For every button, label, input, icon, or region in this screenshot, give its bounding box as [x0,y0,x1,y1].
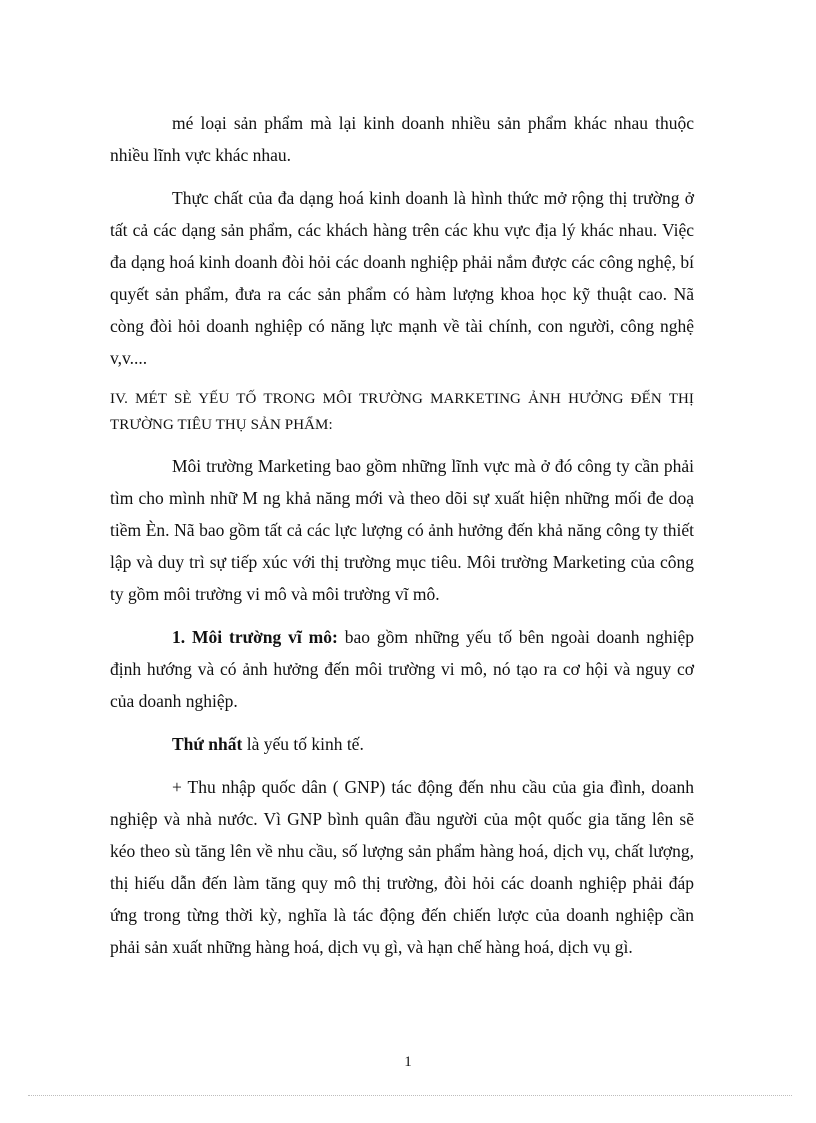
first-factor-text: là yếu tố kinh tế. [242,734,364,754]
document-body [110,107,694,963]
paragraph-gnp: + Thu nhập quốc dân ( GNP) tác động đến nhu cầu của gia đình, doanh nghiệp và nhà nước. Vì GNP bình quân đầu người của một quốc gia tăng lên sẽ kéo theo sù tăng lên về nhu cầu, số lượng sản phẩm hàng hoá, dịch vụ, chất lượng, thị hiếu dẫn đến làm tăng quy mô thị trường, đòi hỏi các doanh nghiệp phải đáp ứng trong từng thời kỳ, nghĩa là tác động đến chiến lược của doanh nghiệp cần phải sản xuất những hàng hoá, dịch vụ gì, và hạn chế hàng hoá, dịch vụ gì. [110,777,694,957]
paragraph-macro-environment [110,621,694,717]
paragraph-diversification: Thực chất của đa dạng hoá kinh doanh là hình thức mở rộng thị trường ở tất cả các dạng sản phẩm, các khách hàng trên các khu vực địa lý khác nhau. Việc đa dạng hoá kinh doanh đòi hỏi các doanh nghiệp phải nắm được các công nghệ, bí quyết sản phẩm, đưa ra các sản phẩm có hàm lượng khoa học kỹ thuật cao. Nã còng đòi hỏi doanh nghiệp có năng lực mạnh về tài chính, con người, công nghệ v,v.... [110,188,694,368]
paragraph-continuation: mé loại sản phẩm mà lại kinh doanh nhiều sản phẩm khác nhau thuộc nhiều lĩnh vực khác nhau. [110,113,694,165]
macro-environment-label: 1. Môi trường vĩ mô: [172,627,338,647]
footer-divider [28,1095,792,1096]
first-factor-label: Thứ nhất [172,734,243,754]
page-number: 1 [404,1054,412,1070]
paragraph-first-factor [110,728,694,760]
macro-environment-text: bao gồm những yếu tố bên ngoài doanh nghiệp định hướng và có ảnh hưởng đến môi trường vi mô, nó tạo ra cơ hội và nguy cơ của doanh nghiệp. [110,627,694,711]
section-heading-iv: IV. MÉT SÈ YẾU TỐ TRONG MÔI TRƯỜNG MARKETING ẢNH HƯỞNG ĐẾN THỊ TRƯỜNG TIÊU THỤ SẢN PHẨM: [110,391,694,433]
paragraph-marketing-environment: Môi trường Marketing bao gồm những lĩnh vực mà ở đó công ty cần phải tìm cho mình nhữ M ng khả năng mới và theo dõi sự xuất hiện những mối đe doạ tiềm Èn. Nã bao gồm tất cả các lực lượng có ảnh hưởng đến khả năng công ty thiết lập và duy trì sự tiếp xúc với thị trường mục tiêu. Môi trường Marketing của công ty gồm môi trường vi mô và môi trường vĩ mô. [110,456,694,604]
